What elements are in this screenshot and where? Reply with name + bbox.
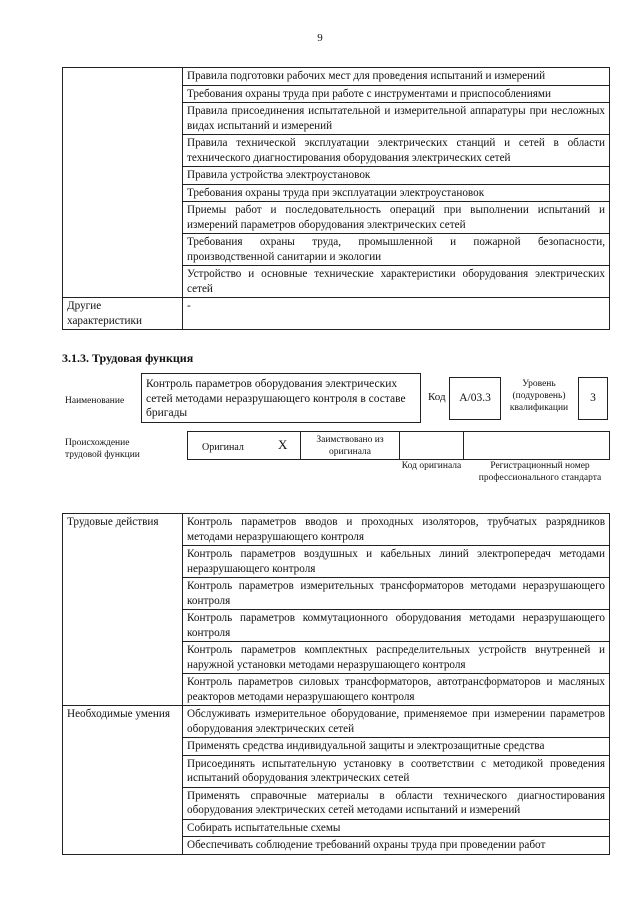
knowledge-item: Требования охраны труда при работе с инструментами и приспособлениями [183,85,610,103]
knowledge-table [62,67,610,330]
labor-action-item: Контроль параметров вводов и проходных изоляторов, трубчатых разрядников методами неразрушающего контроля [183,514,610,546]
knowledge-item: Правила подготовки рабочих мест для проведения испытаний и измерений [183,68,610,86]
skill-item: Обслуживать измерительное оборудование, применяемое при измерении параметров оборудования электрических сетей [183,706,610,738]
origin-code-cell [399,431,464,460]
functions-table [62,513,610,855]
origin-registration-cell [463,431,610,460]
labor-action-item: Контроль параметров измерительных трансформаторов методами неразрушающего контроля [183,578,610,610]
skill-item: Применять средства индивидуальной защиты и электрозащитные средства [183,738,610,756]
knowledge-item: Правила присоединения испытательной и измерительной аппаратуры при несложных видах испытаний и измерений [183,103,610,135]
function-name-box: Контроль параметров оборудования электрических сетей методами неразрушающего контроля в составе бригады [141,373,421,423]
section-title: 3.1.3. Трудовая функция [62,351,194,365]
origin-borrowed-cell: Заимствовано из оригинала [300,431,400,460]
original-label: Оригинал [202,442,244,453]
labor-action-item: Контроль параметров комплектных распределительных устройств внутренней и наружной установки методами неразрушающего контроля [183,642,610,674]
skill-item: Присоединять испытательную установку в соответствии с методикой проведения испытаний оборудования электрических сетей [183,755,610,787]
skill-item: Собирать испытательные схемы [183,819,610,837]
skill-item: Применять справочные материалы в области технического диагностирования оборудования электрических сетей методами испытаний и измерений [183,787,610,819]
knowledge-item: Правила устройства электроустановок [183,167,610,185]
required-skills-label: Необходимые умения [63,706,183,855]
registration-number-caption: Регистрационный номер профессионального стандарта [478,461,602,483]
origin-label: Происхождение трудовой функции [65,438,140,460]
knowledge-item: Требования охраны труда при эксплуатации электроустановок [183,184,610,202]
labor-action-item: Контроль параметров коммутационного оборудования методами неразрушающего контроля [183,610,610,642]
qualification-level-label: Уровень (подуровень) квалификации [509,379,569,413]
other-characteristics-value: - [183,298,610,330]
code-original-caption: Код оригинала [401,461,462,471]
knowledge-item: Приемы работ и последовательность операций при выполнении испытаний и измерений параметров оборудования электрических сетей [183,202,610,234]
knowledge-label-cell [63,68,183,298]
origin-original-cell [187,431,301,460]
knowledge-item: Правила технической эксплуатации электрических станций и сетей в области технического диагностирования оборудования электрических сетей [183,135,610,167]
qualification-level-value: 3 [578,377,608,420]
labor-action-item: Контроль параметров воздушных и кабельных линий электропередач методами неразрушающего контроля [183,546,610,578]
knowledge-item: Устройство и основные технические характеристики оборудования электрических сетей [183,266,610,298]
labor-action-item: Контроль параметров силовых трансформаторов, автотрансформаторов и масляных реакторов методами неразрушающего контроля [183,674,610,706]
labor-actions-label: Трудовые действия [63,514,183,706]
knowledge-item: Требования охраны труда, промышленной и пожарной безопасности, производственной санитарии и экологии [183,234,610,266]
skill-item: Обеспечивать соблюдение требований охраны труда при проведении работ [183,837,610,855]
other-characteristics-label: Другие характеристики [63,298,183,330]
page-number: 9 [317,32,323,44]
code-value-box: А/03.3 [449,377,501,420]
name-label: Наименование [65,396,125,406]
code-label: Код [428,391,446,403]
original-mark: X [278,437,288,452]
